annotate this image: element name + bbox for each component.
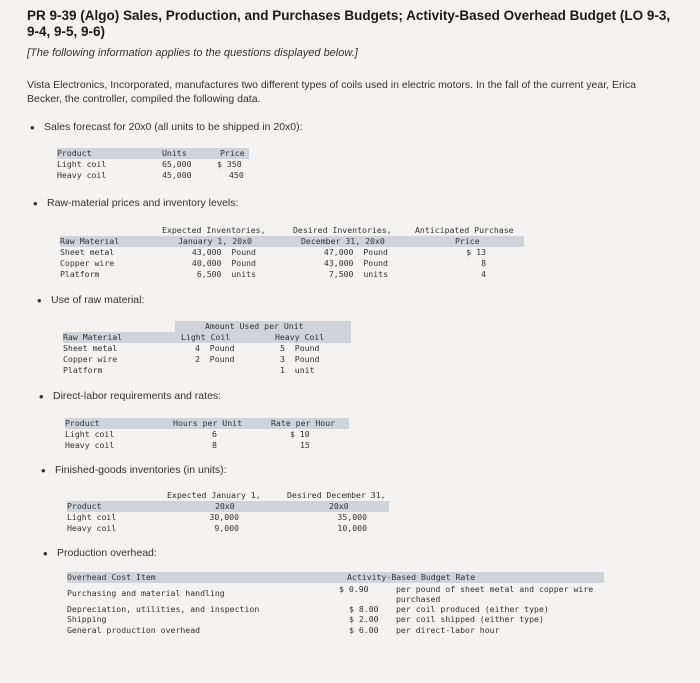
col-price: Price	[455, 236, 480, 246]
col-units: Units	[162, 148, 187, 158]
col-rate: Rate per Hour	[271, 418, 336, 428]
page-title: PR 9-39 (Algo) Sales, Production, and Purchases Budgets; Activity-Based Overhead Budget (LO 9-3, 9-4, 9-5, 9-6)	[27, 8, 671, 39]
table-cell: 3 Pound	[280, 354, 320, 364]
col-budget-rate: Activity-Based Budget Rate	[347, 572, 476, 582]
col-overhead-item: Overhead Cost Item	[67, 572, 156, 582]
raw-use-heading: • Use of raw material:	[51, 294, 144, 306]
table-cell: 15	[300, 440, 310, 450]
table-cell: 9,000	[214, 523, 239, 533]
table-cell: $ 350	[217, 159, 242, 169]
table-cell: Shipping	[67, 614, 107, 624]
table-cell: 30,000	[209, 512, 239, 522]
table-cell: 10,000	[337, 523, 367, 533]
table-cell: $ 10	[290, 429, 310, 439]
table-cell: General production overhead	[67, 625, 201, 635]
table-cell: Copper wire	[60, 258, 115, 268]
table-cell: 4	[481, 269, 486, 279]
col-material: Raw Material	[60, 236, 120, 246]
table-cell: Platform	[63, 365, 103, 375]
table-cell: 4 Pound	[195, 343, 235, 353]
overhead-table	[67, 572, 617, 642]
table-cell: 43,000 Pound	[323, 258, 388, 268]
table-cell: Light coil	[67, 512, 117, 522]
table-cell: 7,500 units	[328, 269, 388, 279]
col-desired-year: 20x0	[329, 501, 349, 511]
table-cell: Purchasing and material handling	[67, 588, 225, 598]
table-cell: 6	[212, 429, 217, 439]
col-light-coil: Light Coil	[181, 332, 231, 342]
sales-heading: • Sales forecast for 20x0 (all units to be shipped in 20x0):	[44, 121, 303, 133]
col-desired: Desired Inventories,	[293, 225, 392, 235]
col-desired: Desired December 31,	[287, 490, 386, 500]
col-expected-date: January 1, 20x0	[178, 236, 252, 246]
overhead-heading: • Production overhead:	[57, 547, 157, 559]
table-cell: 1 unit	[280, 365, 315, 375]
col-product: Product	[57, 148, 92, 158]
col-desired-date: December 31, 20x0	[301, 236, 385, 246]
col-hours: Hours per Unit	[173, 418, 243, 428]
table-cell: Heavy coil	[57, 170, 107, 180]
table-cell: Depreciation, utilities, and inspection	[67, 604, 260, 614]
raw-prices-heading: • Raw-material prices and inventory levels:	[47, 197, 238, 209]
table-cell: 5 Pound	[280, 343, 320, 353]
table-cell: $ 6.00	[349, 625, 379, 635]
table-cell: 8	[212, 440, 217, 450]
table-cell: per coil produced (either type)	[396, 604, 549, 614]
table-cell: 65,000	[162, 159, 192, 169]
col-anticipated: Anticipated Purchase	[415, 225, 514, 235]
sales-table	[57, 148, 257, 184]
table-cell: per coil shipped (either type)	[396, 614, 544, 624]
table-cell: 6,500 units	[196, 269, 256, 279]
col-amount-used: Amount Used per Unit	[205, 321, 304, 331]
table-cell: 47,000 Pound	[323, 247, 388, 257]
table-cell: 8	[481, 258, 486, 268]
table-cell: Sheet metal	[60, 247, 115, 257]
col-product: Product	[67, 501, 102, 511]
table-cell: 45,000	[162, 170, 192, 180]
table-cell: $ 2.00	[349, 614, 379, 624]
labor-heading: • Direct-labor requirements and rates:	[53, 390, 221, 402]
table-cell: Light coil	[65, 429, 115, 439]
table-cell: 43,000 Pound	[191, 247, 256, 257]
table-cell: Heavy coil	[65, 440, 115, 450]
raw-use-table	[63, 321, 363, 377]
table-cell: 2 Pound	[195, 354, 235, 364]
table-cell: per pound of sheet metal and copper wire purchased	[396, 584, 594, 604]
fg-table	[67, 490, 407, 536]
fg-heading: • Finished-goods inventories (in units):	[55, 464, 227, 476]
table-cell: $ 0.90	[339, 584, 369, 594]
col-product: Product	[65, 418, 100, 428]
col-heavy-coil: Heavy Coil	[275, 332, 325, 342]
info-note: [The following information applies to the questions displayed below.]	[27, 47, 358, 59]
col-price: Price	[220, 148, 245, 158]
intro-paragraph: Vista Electronics, Incorporated, manufactures two different types of coils used in electric motors. In the fall of the current year, Erica Becker, the controller, compiled the following data.	[27, 79, 636, 105]
table-cell: per direct-labor hour	[396, 625, 500, 635]
table-cell: Sheet metal	[63, 343, 118, 353]
col-expected-year: 20x0	[215, 501, 235, 511]
raw-prices-table	[60, 225, 530, 285]
table-cell: $ 8.00	[349, 604, 379, 614]
table-cell: 40,000 Pound	[191, 258, 256, 268]
col-expected: Expected Inventories,	[162, 225, 266, 235]
col-material: Raw Material	[63, 332, 123, 342]
table-cell: Platform	[60, 269, 100, 279]
table-cell: Light coil	[57, 159, 107, 169]
col-expected: Expected January 1,	[167, 490, 261, 500]
table-cell: 450	[229, 170, 244, 180]
table-cell: $ 13	[466, 247, 486, 257]
table-cell: 35,000	[337, 512, 367, 522]
table-cell: Copper wire	[63, 354, 118, 364]
table-cell: Heavy coil	[67, 523, 117, 533]
labor-table	[65, 418, 365, 454]
